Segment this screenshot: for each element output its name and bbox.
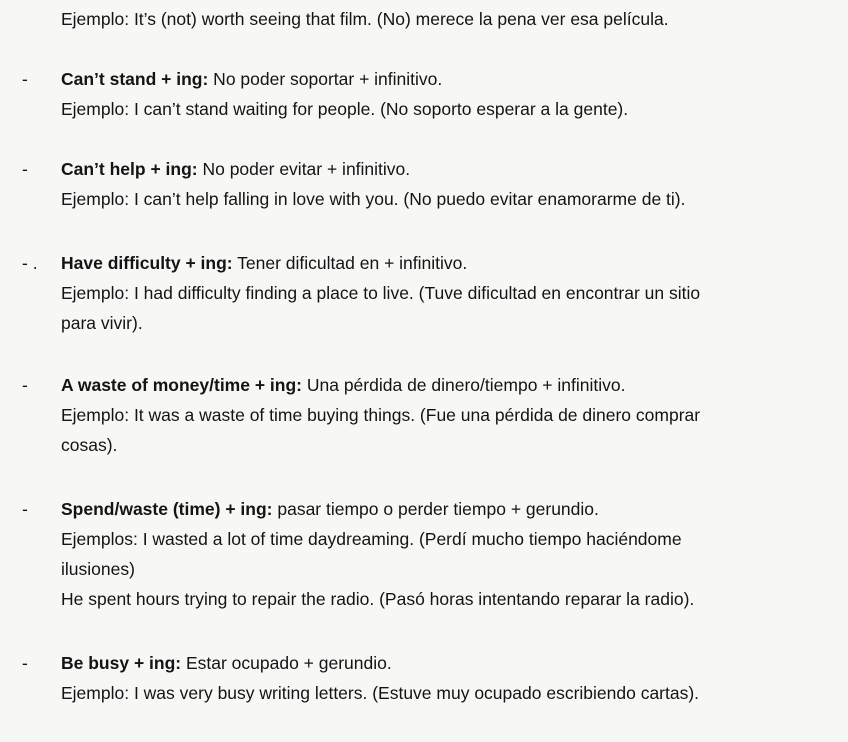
entry-example: Ejemplos: I wasted a lot of time daydreaming. (Perdí mucho tiempo haciéndome [61,529,682,549]
entry-example-continued: cosas). [61,435,118,455]
entry-example-continued: ilusiones) [61,559,135,579]
entry-meaning: Una pérdida de dinero/tiempo + infinitivo. [302,375,626,395]
intro-example: Ejemplo: It’s (not) worth seeing that film. (No) merece la pena ver esa película. [61,9,669,29]
entry-meaning: No poder soportar + infinitivo. [208,69,443,89]
bullet: - [22,653,28,673]
entry-meaning: Tener dificultad en + infinitivo. [232,253,468,273]
entry-content [61,154,826,214]
entry-heading [61,648,826,678]
entry-example-second: He spent hours trying to repair the radio. (Pasó horas intentando reparar la radio). [61,589,695,609]
entry-term: A waste of money/time + ing: [61,375,302,395]
entry-term: Can’t stand + ing: [61,69,209,89]
entry-term: Can’t help + ing: [61,159,198,179]
entry-example: Ejemplo: I can’t help falling in love with you. (No puedo evitar enamorarme de ti). [61,189,686,209]
entry-example: Ejemplo: I was very busy writing letters. (Estuve muy ocupado escribiendo cartas). [61,683,700,703]
entry-meaning: No poder evitar + infinitivo. [197,159,411,179]
bullet: - [22,499,28,519]
entry-meaning: Estar ocupado + gerundio. [181,653,392,673]
entry-content [61,248,826,338]
entry-term: Spend/waste (time) + ing: [61,499,273,519]
bullet: - . [22,253,38,273]
entry-term: Be busy + ing: [61,653,182,673]
entry-content [61,64,826,124]
entry-heading [61,370,826,400]
entry-content [61,648,826,708]
entry-content [61,494,826,614]
entry-heading [61,494,826,524]
entry-example: Ejemplo: I had difficulty finding a place to live. (Tuve dificultad en encontrar un sitio [61,283,701,303]
bullet: - [22,375,28,395]
entry-content [61,370,826,460]
entry-heading [61,248,826,278]
entry-example: Ejemplo: It was a waste of time buying things. (Fue una pérdida de dinero comprar [61,405,701,425]
entry-example-continued: para vivir). [61,313,143,333]
entry-example: Ejemplo: I can’t stand waiting for people. (No soporto esperar a la gente). [61,99,629,119]
entry-heading [61,64,826,94]
entry-term: Have difficulty + ing: [61,253,233,273]
bullet: - [22,69,28,89]
bullet: - [22,159,28,179]
entry-heading [61,154,826,184]
entry-meaning: pasar tiempo o perder tiempo + gerundio. [272,499,599,519]
